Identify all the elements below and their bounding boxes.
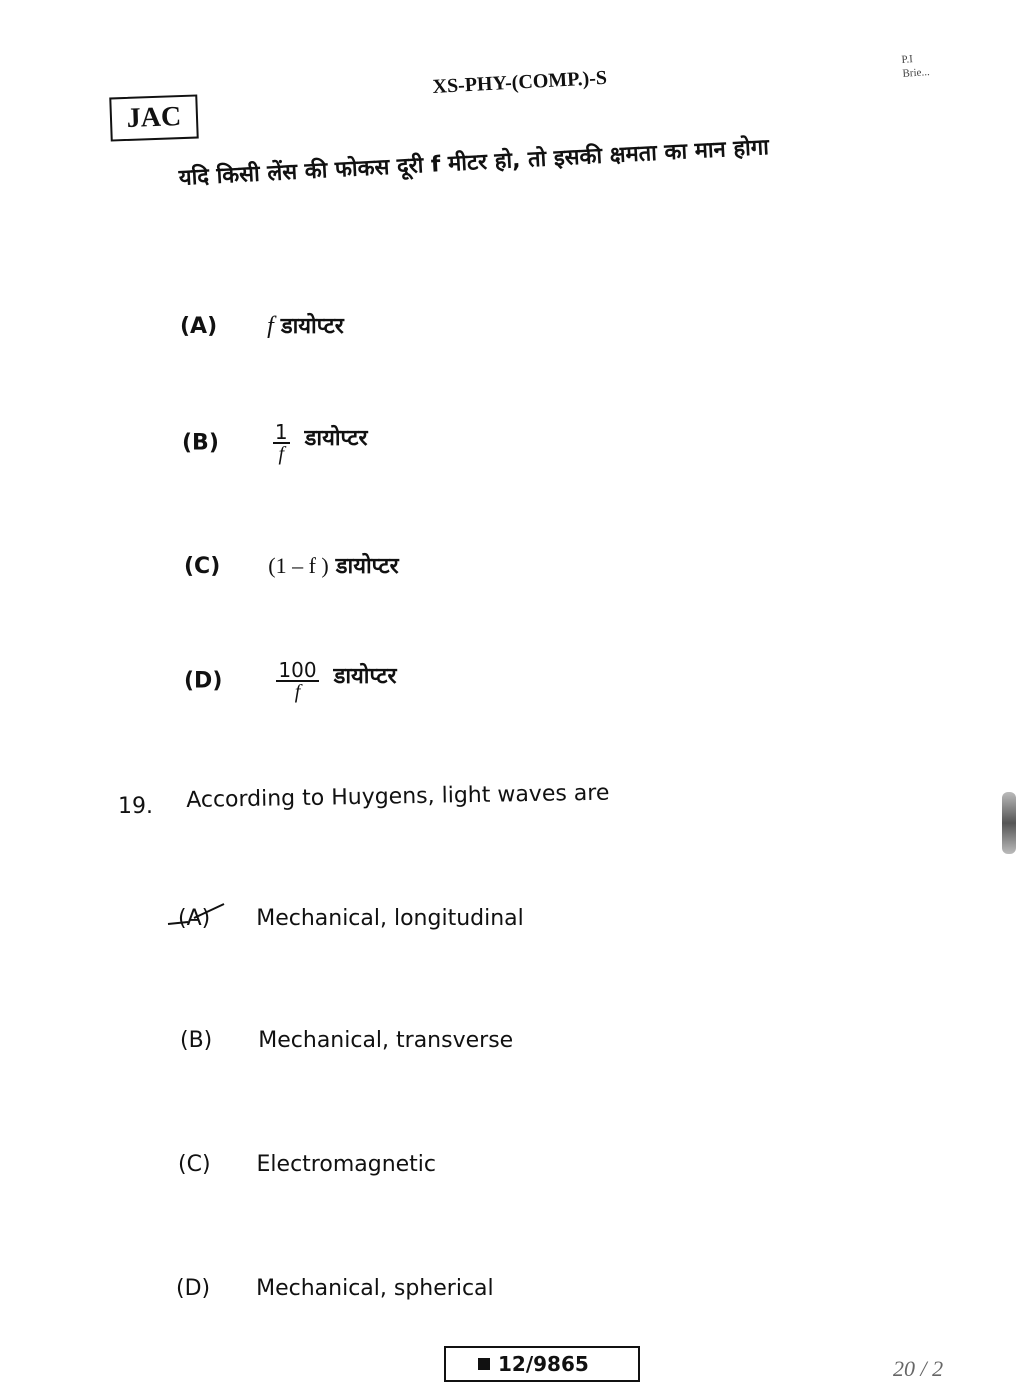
fraction — [276, 660, 318, 702]
option-text: Electromagnetic — [256, 1152, 437, 1177]
fraction-numerator: 100 — [278, 658, 317, 682]
q18-option-b — [182, 422, 368, 464]
fraction-numerator: 1 — [274, 420, 288, 444]
fraction-denominator: f — [294, 681, 301, 703]
paper-code: XS-PHY-(COMP.)-S — [432, 66, 608, 98]
question-19-number: 19. — [118, 794, 153, 819]
option-label: (B) — [180, 1028, 213, 1053]
q19-option-a — [178, 906, 524, 931]
corner-note-line-2: Brie... — [902, 66, 931, 80]
option-label: (C) — [178, 1152, 211, 1177]
q18-option-a — [180, 310, 344, 340]
question-18-text: यदि किसी लेंस की फोकस दूरी f मीटर हो, तो इसकी क्षमता का मान होगा — [178, 135, 770, 191]
option-expr: (1 – f ) — [268, 553, 329, 578]
page-marker: 20 / 2 — [893, 1356, 944, 1381]
fraction-denominator: f — [278, 443, 285, 465]
q18-option-d — [184, 660, 396, 702]
q18-option-c — [184, 550, 399, 580]
option-label: (A) — [180, 314, 218, 339]
option-unit: डायोप्टर — [335, 554, 399, 579]
corner-note — [901, 51, 930, 81]
option-label: (D) — [176, 1276, 211, 1301]
question-19-text: According to Huygens, light waves are — [186, 780, 610, 813]
option-unit: डायोप्टर — [333, 664, 397, 689]
q19-option-d — [176, 1276, 494, 1301]
footer-code-box — [444, 1346, 640, 1382]
option-label: (C) — [184, 554, 221, 579]
option-label: (A) — [178, 906, 211, 931]
option-expr: f — [267, 313, 274, 339]
option-label: (B) — [182, 430, 219, 456]
option-text: Mechanical, longitudinal — [256, 906, 524, 931]
q19-option-b — [180, 1028, 513, 1053]
option-unit: डायोप्टर — [304, 426, 368, 451]
option-text: Mechanical, transverse — [258, 1028, 514, 1053]
footer-code: 12/9865 — [498, 1352, 589, 1376]
fraction — [273, 422, 290, 464]
option-text: Mechanical, spherical — [256, 1276, 494, 1301]
board-label: JAC — [109, 94, 198, 141]
scan-smudge — [1002, 792, 1016, 854]
option-label: (D) — [184, 668, 223, 694]
q19-option-c — [178, 1152, 436, 1177]
square-bullet-icon — [478, 1358, 490, 1370]
option-unit: डायोप्टर — [280, 314, 344, 339]
corner-note-line-1: P.I — [901, 53, 914, 66]
